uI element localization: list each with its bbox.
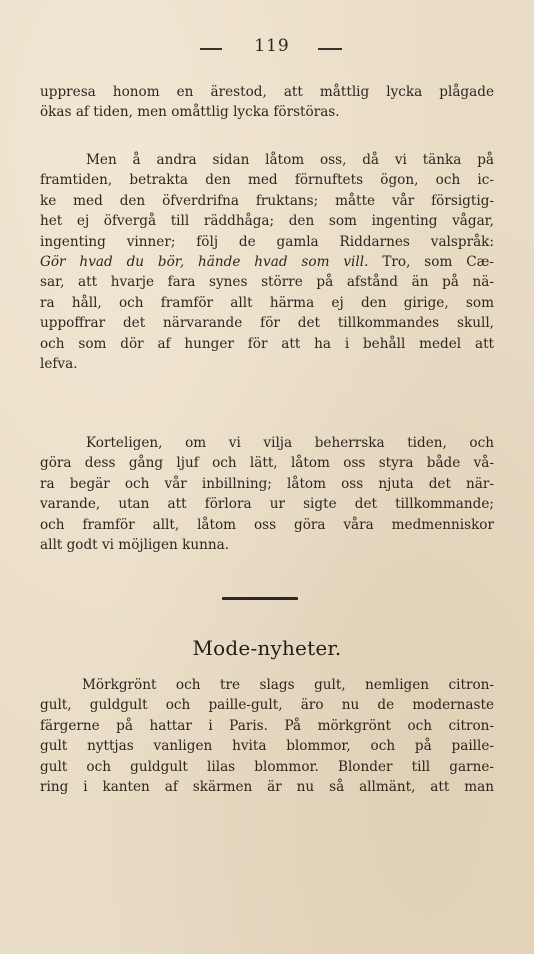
text-line: Mörkgrönt och tre slags gult, nemligen citron- [82,677,494,693]
text-line: Korteligen, om vi vilja beherrska tiden, och [86,435,494,451]
text-line: gult, guldgult och paille-gult, äro nu de modernaste [40,697,494,714]
text-line: göra dess gång ljuf och lätt, låtom oss styra både vå- [40,455,494,472]
motto-line-rest: Tro, som Cæ- [368,253,494,270]
paragraph-continuation [40,82,494,123]
text-line: allt godt vi möjligen kunna. [40,536,230,553]
text-line: ke med den öfverdrifna fruktans; måtte vår försigtig- [40,192,494,209]
text-line: ökas af tiden, men omåttlig lycka förstöras. [40,104,340,121]
paragraph-fashion-news [40,675,494,797]
text-line: varande, utan att förlora ur sigte det tillkommande; [40,496,494,513]
text-line: färgerne på hattar i Paris. På mörkgrönt och citron- [40,717,494,734]
text-line: uppresa honom en ärestod, att måttlig lycka plågade [40,84,494,100]
text-line: framtiden, betrakta den med förnuftets ögon, och ic- [40,172,494,189]
text-line: ra håll, och framför allt härma ej den girige, som [40,294,494,311]
page-header [0,36,534,62]
text-line: uppoffrar det närvarande för det tillkommandes skull, [40,315,494,332]
text-line: Men å andra sidan låtom oss, då vi tänka på [86,152,494,168]
text-line: ring i kanten af skärmen är nu så allmänt, att man [40,778,494,795]
header-dash-right [318,48,342,50]
text-line: ingenting vinner; följ de gamla Riddarnes valspråk: [40,233,494,250]
page-number: 119 [254,36,290,56]
text-line: sar, att hvarje fara synes större på afstånd än på nä- [40,274,494,291]
text-line: gult och guldgult lilas blommor. Blonder till garne- [40,758,494,775]
section-divider [222,597,298,600]
text-line: lefva. [40,355,78,372]
knights-motto: Gör hvad du bör, hände hvad som vill. [40,253,369,270]
paragraph-conclusion [40,433,494,555]
text-line: och som dör af hunger för att ha i behåll medel att [40,335,494,352]
header-dash-left [200,48,222,50]
text-line: gult nyttjas vanligen hvita blommor, och på paille- [40,738,494,755]
section-heading: Mode-nyheter. [192,636,342,660]
text-line: och framför allt, låtom oss göra våra medmenniskor [40,516,494,533]
text-line: het ej öfvergå till räddhåga; den som ingenting vågar, [40,213,494,230]
text-line-motto [40,252,494,272]
paragraph-future [40,150,494,374]
text-line: ra begär och vår inbillning; låtom oss njuta det när- [40,475,494,492]
